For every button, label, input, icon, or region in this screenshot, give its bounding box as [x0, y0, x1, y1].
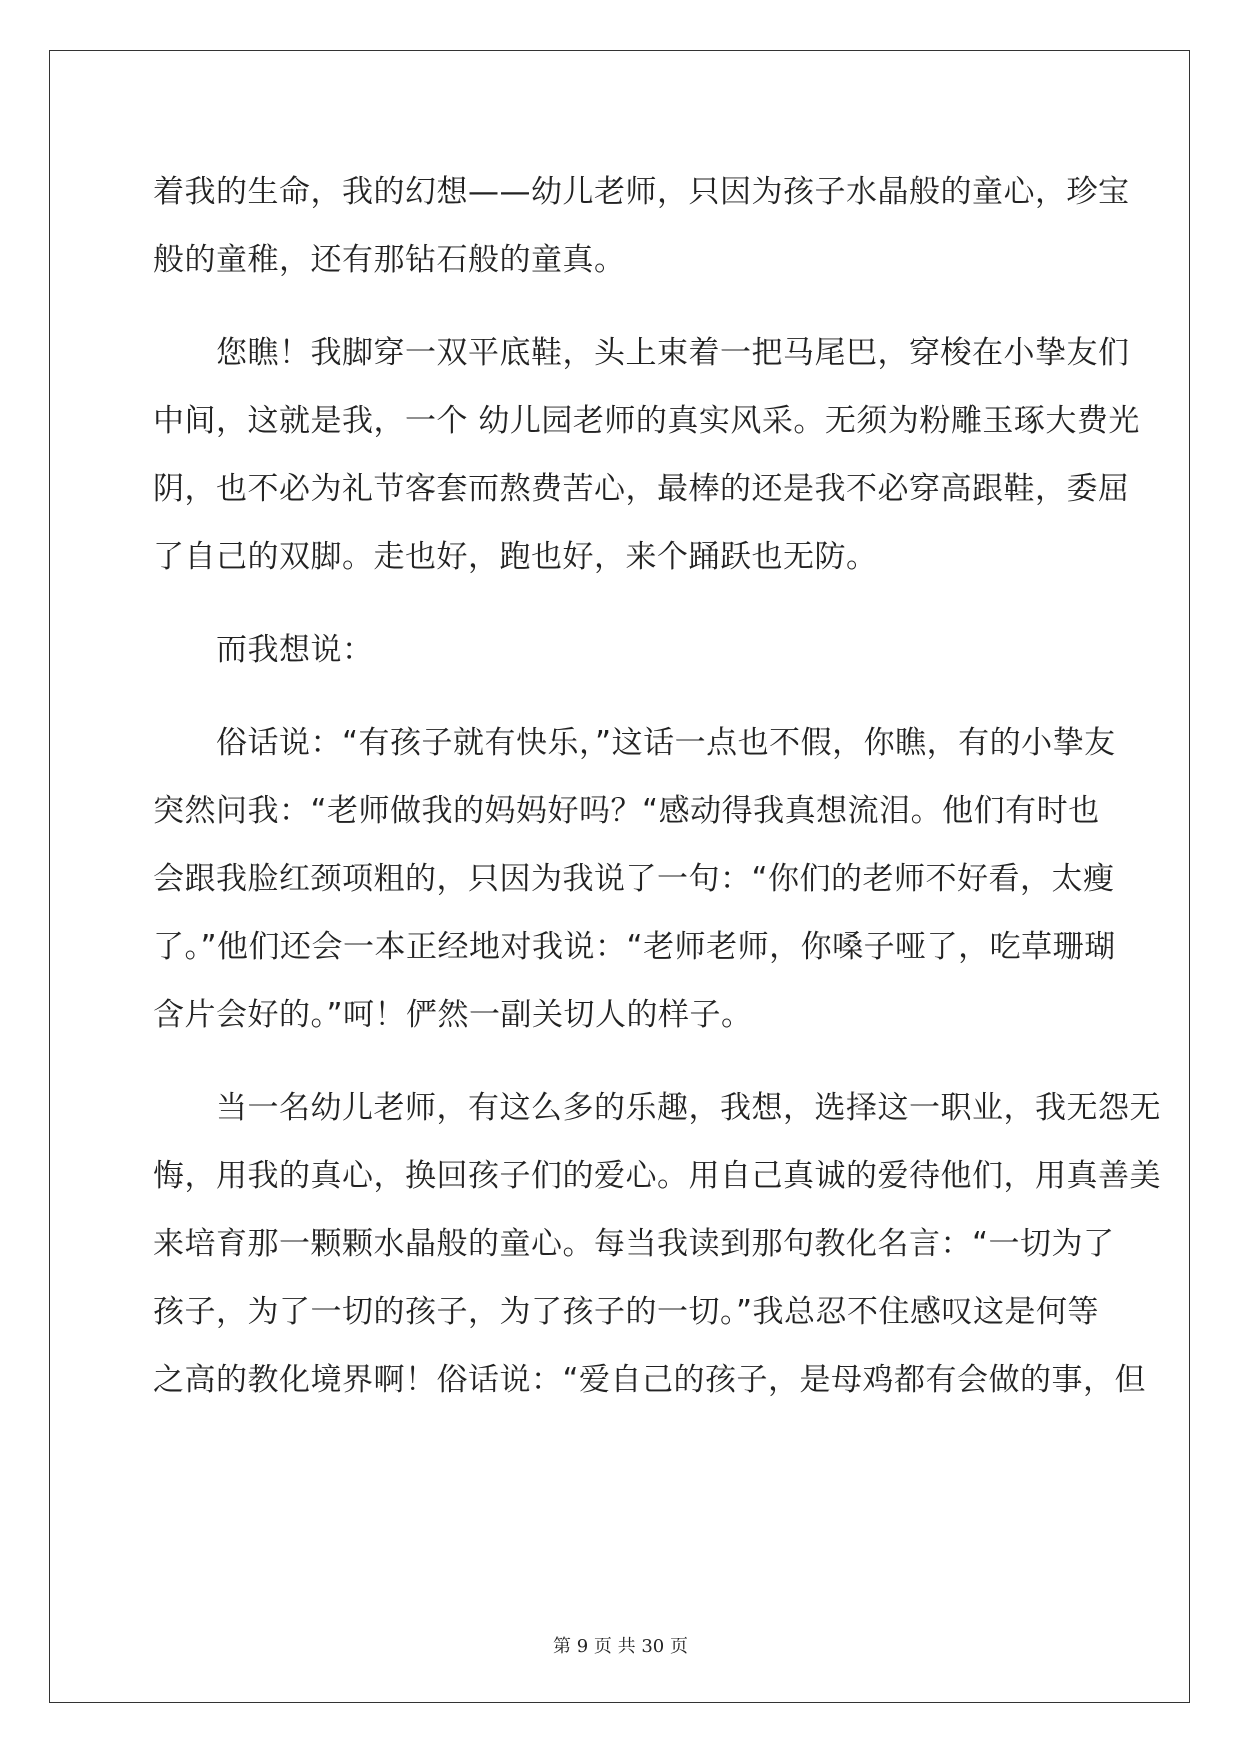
text-line: 来培育那一颗颗水晶般的童心。每当我读到那句教化名言：“一切为了 — [153, 1226, 1115, 1262]
document-body — [153, 158, 1161, 1414]
text-line: 悔，用我的真心，换回孩子们的爱心。用自己真诚的爱待他们，用真善美 — [153, 1158, 1161, 1194]
text-line: 含片会好的。”呵！俨然一副关切人的样子。 — [153, 997, 753, 1033]
text-line: 孩子，为了一切的孩子，为了孩子的一切。”我总忍不住感叹这是何等 — [153, 1294, 1100, 1330]
text-line: 而我想说： — [216, 632, 374, 668]
text-line: 中间，这就是我，一个 幼儿园老师的真实风采。无须为粉雕玉琢大费光 — [153, 403, 1140, 439]
text-line: 俗话说：“有孩子就有快乐，”这话一点也不假，你瞧，有的小挚友 — [216, 725, 1116, 761]
text-line: 了。”他们还会一本正经地对我说：“老师老师，你嗓子哑了，吃草珊瑚 — [153, 929, 1116, 965]
text-line: 当一名幼儿老师，有这么多的乐趣，我想，选择这一职业，我无怨无 — [216, 1090, 1161, 1126]
text-line: 阴，也不必为礼节客套而熬费苦心，最棒的还是我不必穿高跟鞋，委屈 — [153, 471, 1130, 507]
paragraph — [153, 319, 1140, 591]
text-line: 般的童稚，还有那钻石般的童真。 — [153, 242, 626, 278]
paragraph — [153, 616, 1093, 684]
paragraph — [153, 1074, 1161, 1414]
text-line: 之高的教化境界啊！俗话说：“爱自己的孩子，是母鸡都有会做的事，但 — [153, 1362, 1147, 1398]
page-number-footer: 第 9 页 共 30 页 — [553, 1636, 688, 1657]
text-line: 了自己的双脚。走也好，跑也好，来个踊跃也无防。 — [153, 539, 878, 575]
paragraph — [153, 158, 1130, 294]
text-line: 会跟我脸红颈项粗的，只因为我说了一句：“你们的老师不好看，太瘦 — [153, 861, 1115, 897]
text-line: 突然问我：“老师做我的妈妈好吗？“感动得我真想流泪。他们有时也 — [153, 793, 1100, 829]
text-line: 着我的生命，我的幻想——幼儿老师，只因为孩子水晶般的童心，珍宝 — [153, 174, 1130, 210]
text-line: 您瞧！我脚穿一双平底鞋，头上束着一把马尾巴，穿梭在小挚友们 — [216, 335, 1130, 371]
paragraph — [153, 709, 1116, 1049]
